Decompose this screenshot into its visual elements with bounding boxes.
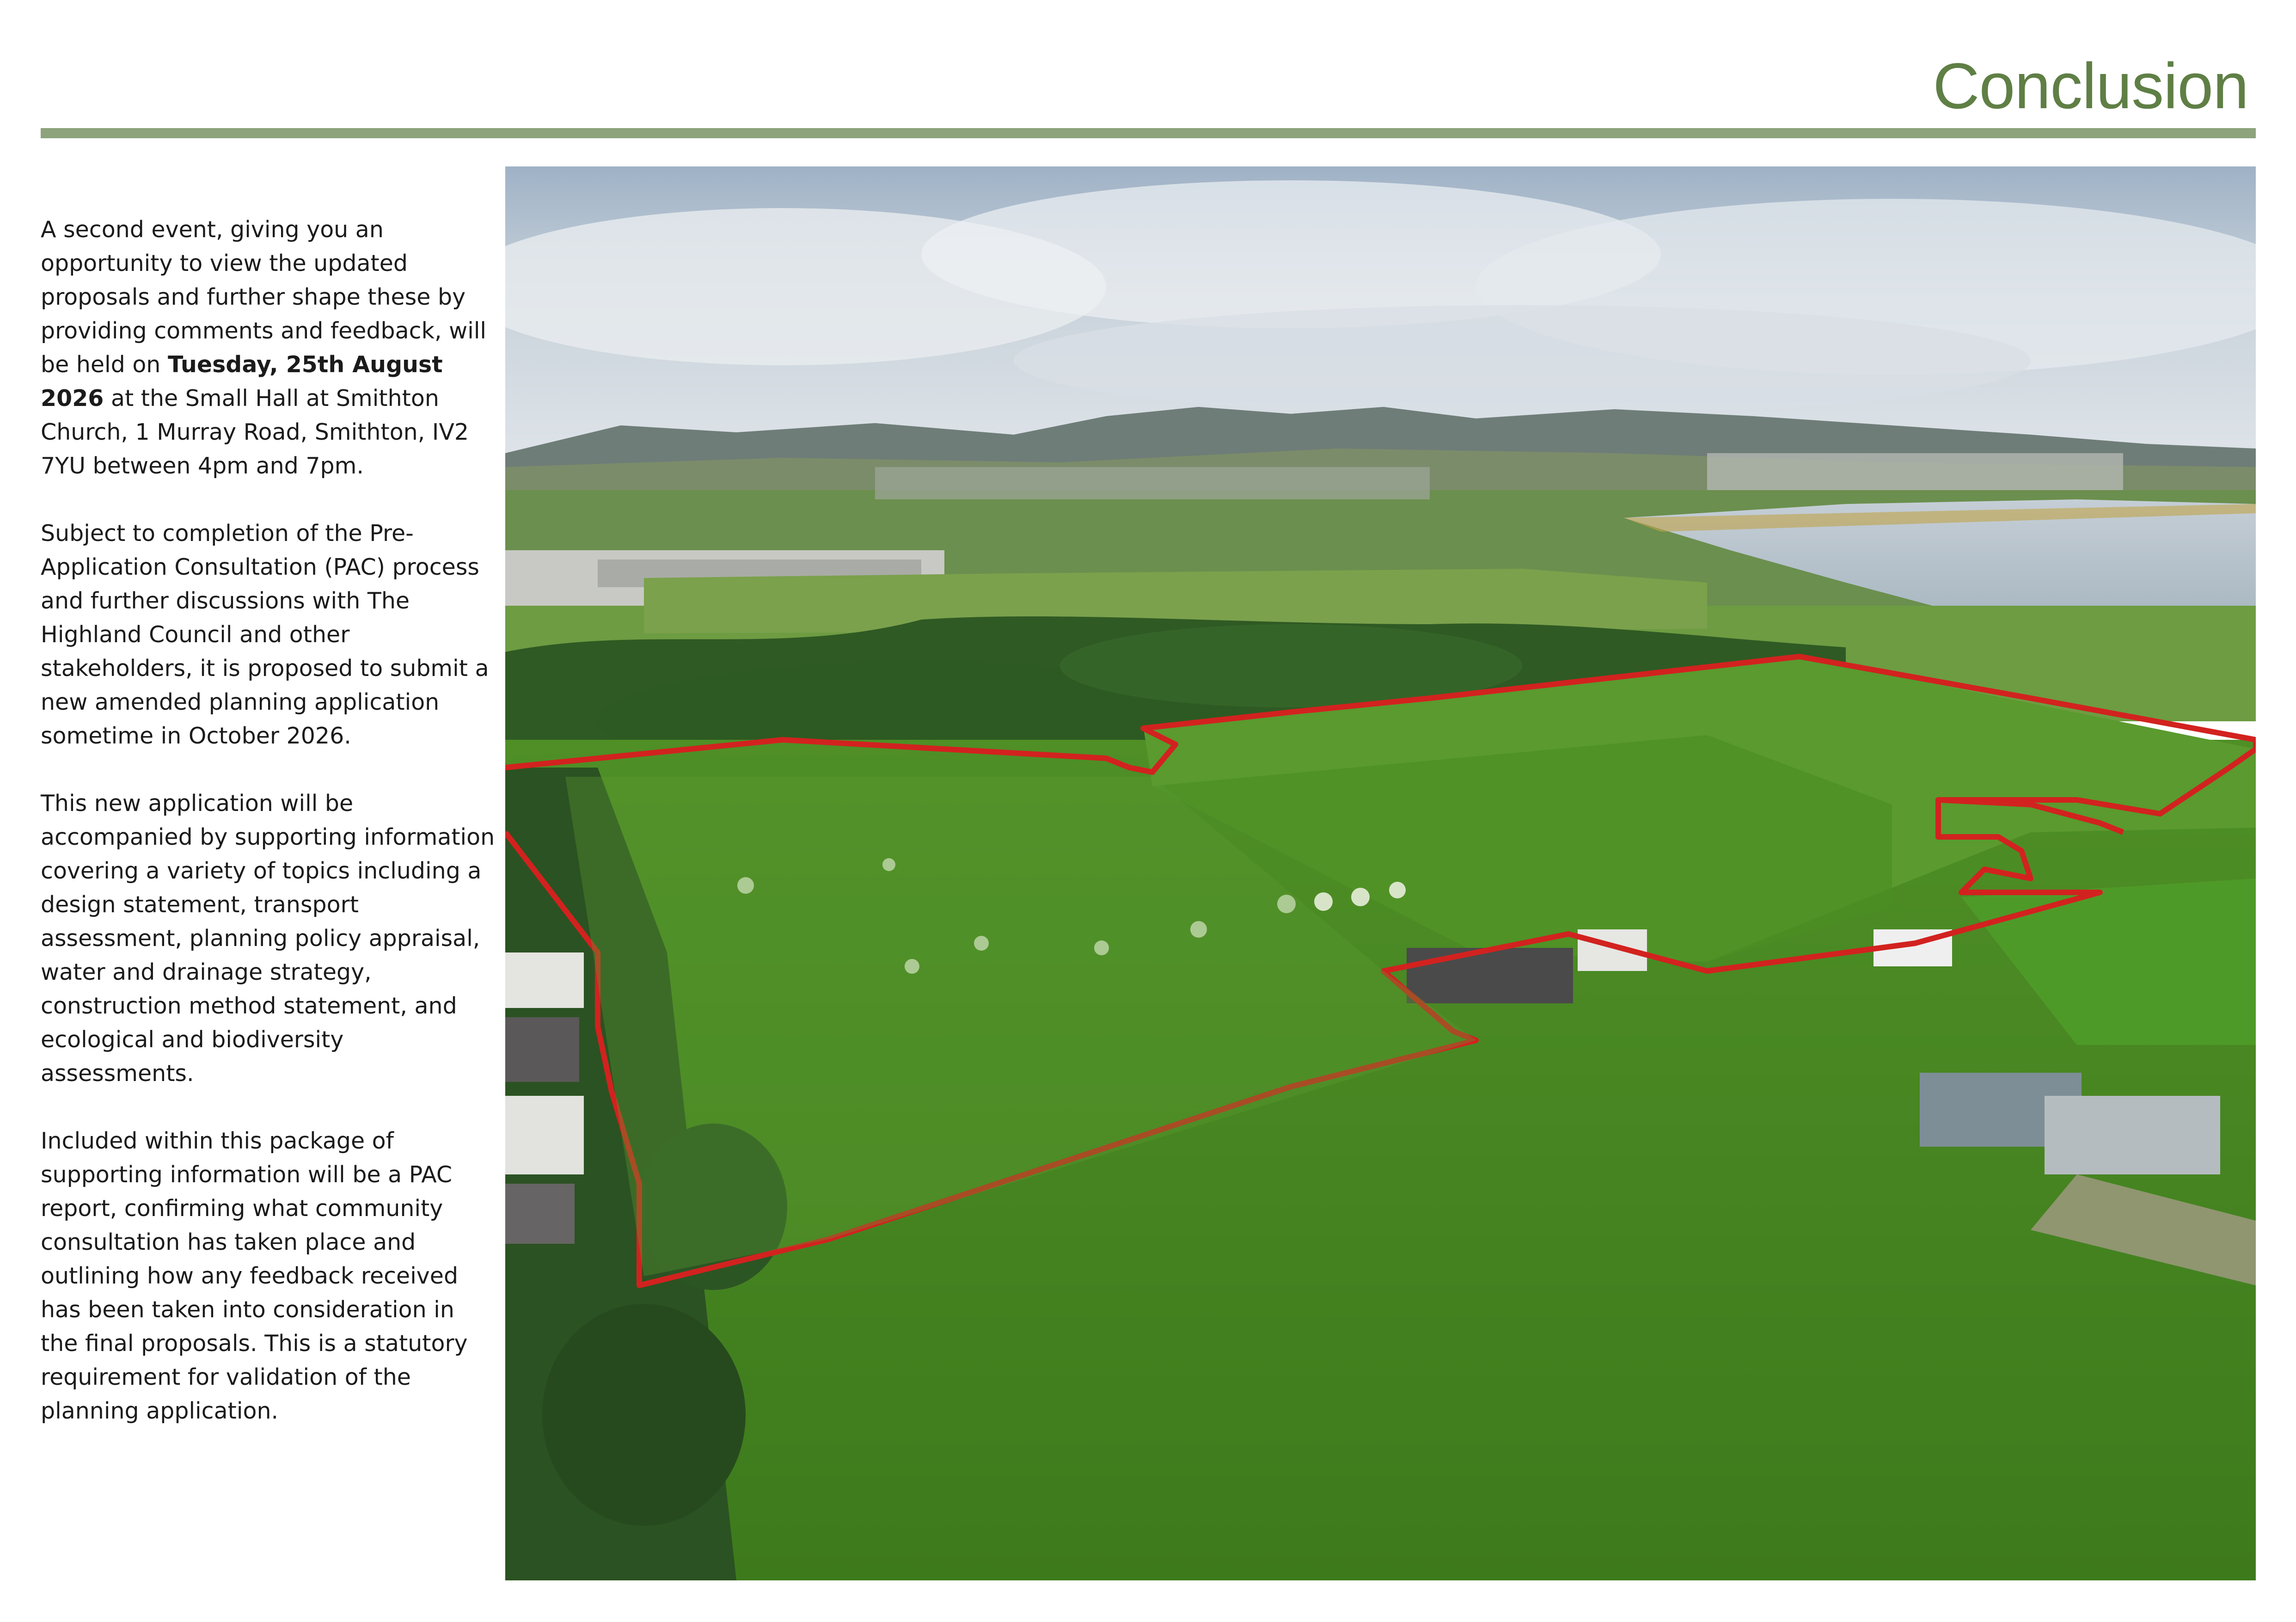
paragraph-supporting-info: This new application will be accompanied by supporting information covering a variety of topics including a design statement, transport assessment, planning policy appraisal, water and drainage strategy, construction method statement, and ecological and biodiversity assessments. (41, 790, 495, 1087)
paragraph-pac-process: Subject to completion of the Pre-Application Consultation (PAC) process and further discussions with The Highland Council and other stakeholders, it is proposed to submit a new amended planning application sometime in October 2026. (41, 520, 489, 749)
paragraph-pac-report: Included within this package of supporting information will be a PAC report, confirming what community consultation has taken place and outlining how any feedback received has been taken into consideration in the final proposals. This is a statutory requirement for validation of the planning application. (41, 1128, 468, 1424)
body-text (41, 213, 498, 1462)
aerial-site-photo (505, 166, 2256, 1580)
event-date: Tuesday, 25th August 2026 (41, 351, 443, 412)
paragraph-event-details: A second event, giving you an opportunity to view the updated proposals and further shape these by providing comments and feedback, will be held on Tuesday, 25th August 2026 at the Small Hall at Smithton Church, 1 Murray Road, Smithton, IV2 7YU between 4pm and 7pm. (41, 216, 487, 479)
header-divider (41, 128, 2256, 138)
page-title: Conclusion (1933, 49, 2248, 122)
